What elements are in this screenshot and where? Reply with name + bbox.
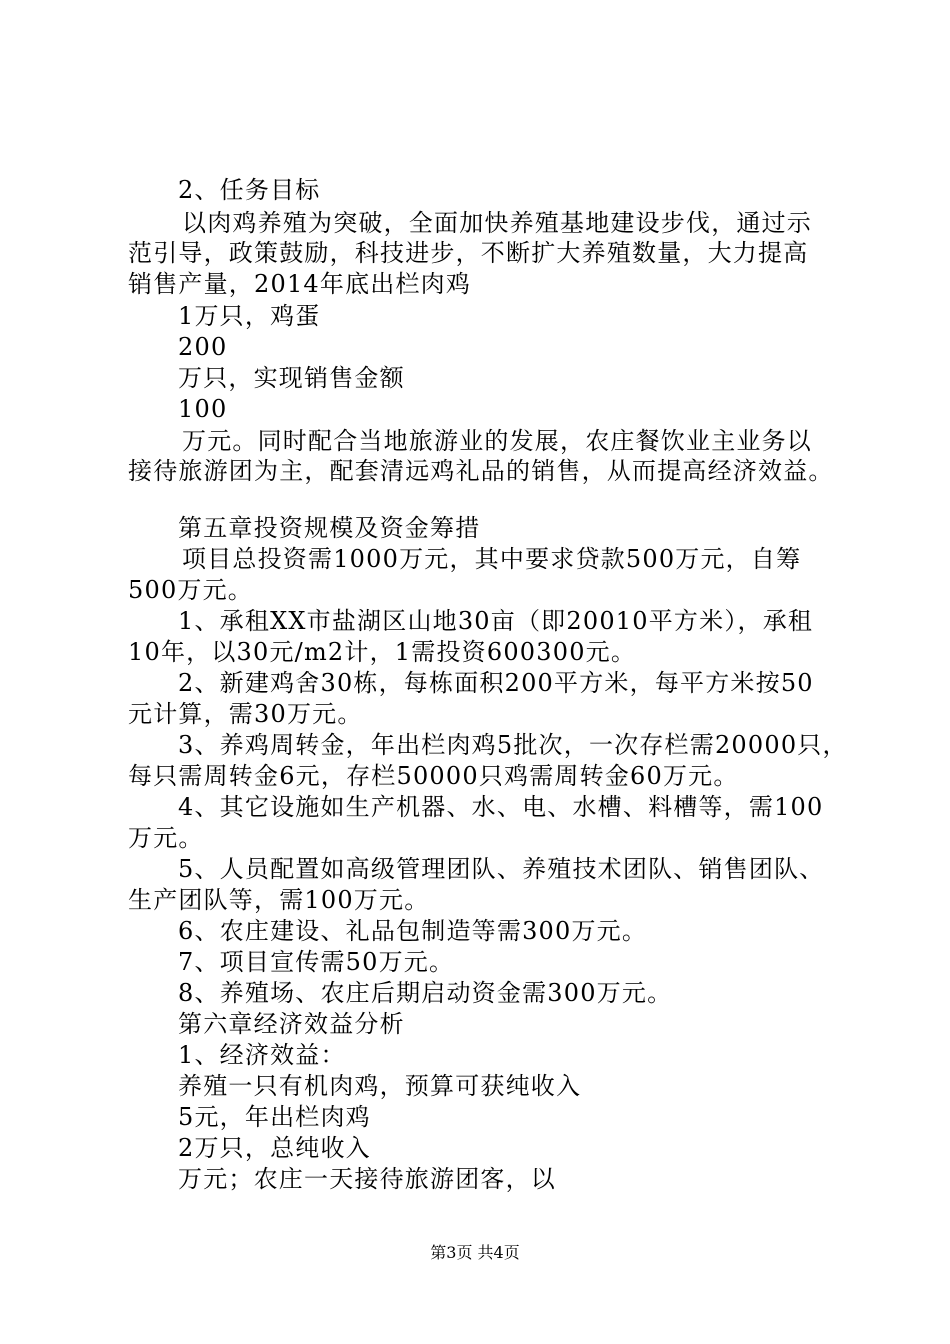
text-line: 5元，年出栏肉鸡 (178, 1103, 371, 1131)
text-line: 万元。同时配合当地旅游业的发展，农庄餐饮业主业务以 (182, 427, 812, 455)
text-line: 1、经济效益： (178, 1041, 346, 1069)
text-line: 6、农庄建设、礼品包制造等需300万元。 (178, 917, 648, 945)
text-line: 生产团队等，需100万元。 (128, 886, 430, 914)
text-line: 2、新建鸡舍30栋，每栋面积200平方米，每平方米按50 (178, 669, 814, 697)
text-line: 养殖一只有机肉鸡，预算可获纯收入 (178, 1072, 582, 1100)
text-line: 范引导，政策鼓励，科技进步，不断扩大养殖数量，大力提高 (128, 239, 809, 267)
text-line: 每只需周转金6元，存栏50000只鸡需周转金60万元。 (128, 762, 739, 790)
text-line: 8、养殖场、农庄后期启动资金需300万元。 (178, 979, 673, 1007)
text-line: 接待旅游团为主，配套清远鸡礼品的销售，从而提高经济效益。 (128, 457, 834, 485)
chapter-heading: 第五章投资规模及资金筹措 (178, 514, 481, 542)
text-line: 万元。 (128, 824, 204, 852)
text-line: 7、项目宣传需50万元。 (178, 948, 455, 976)
text-line: 2万只，总纯收入 (178, 1134, 371, 1162)
text-line: 10年，以30元/m2计，1需投资600300元。 (128, 638, 637, 666)
page-number-footer: 第3页 共4页 (430, 1243, 520, 1262)
text-line: 1、承租XX市盐湖区山地30亩（即20010平方米），承租 (178, 607, 814, 635)
text-line: 500万元。 (128, 576, 254, 604)
text-line: 1万只，鸡蛋 (178, 302, 321, 330)
chapter-heading: 第六章经济效益分析 (178, 1010, 405, 1038)
text-line: 元计算，需30万元。 (128, 700, 363, 728)
text-line: 项目总投资需1000万元，其中要求贷款500万元，自筹 (182, 545, 802, 573)
text-line: 以肉鸡养殖为突破，全面加快养殖基地建设步伐，通过示 (182, 209, 812, 237)
text-line: 100 (178, 395, 228, 423)
text-line: 万元；农庄一天接待旅游团客，以 (178, 1165, 556, 1193)
text-line: 5、人员配置如高级管理团队、养殖技术团队、销售团队、 (178, 855, 825, 883)
text-line: 销售产量，2014年底出栏肉鸡 (128, 270, 472, 298)
text-line: 200 (178, 333, 228, 361)
text-line: 3、养鸡周转金，年出栏肉鸡5批次，一次存栏需20000只， (178, 731, 848, 759)
text-line: 4、其它设施如生产机器、水、电、水槽、料槽等，需100 (178, 793, 824, 821)
text-line: 2、任务目标 (178, 176, 321, 204)
text-line: 万只，实现销售金额 (178, 364, 405, 392)
